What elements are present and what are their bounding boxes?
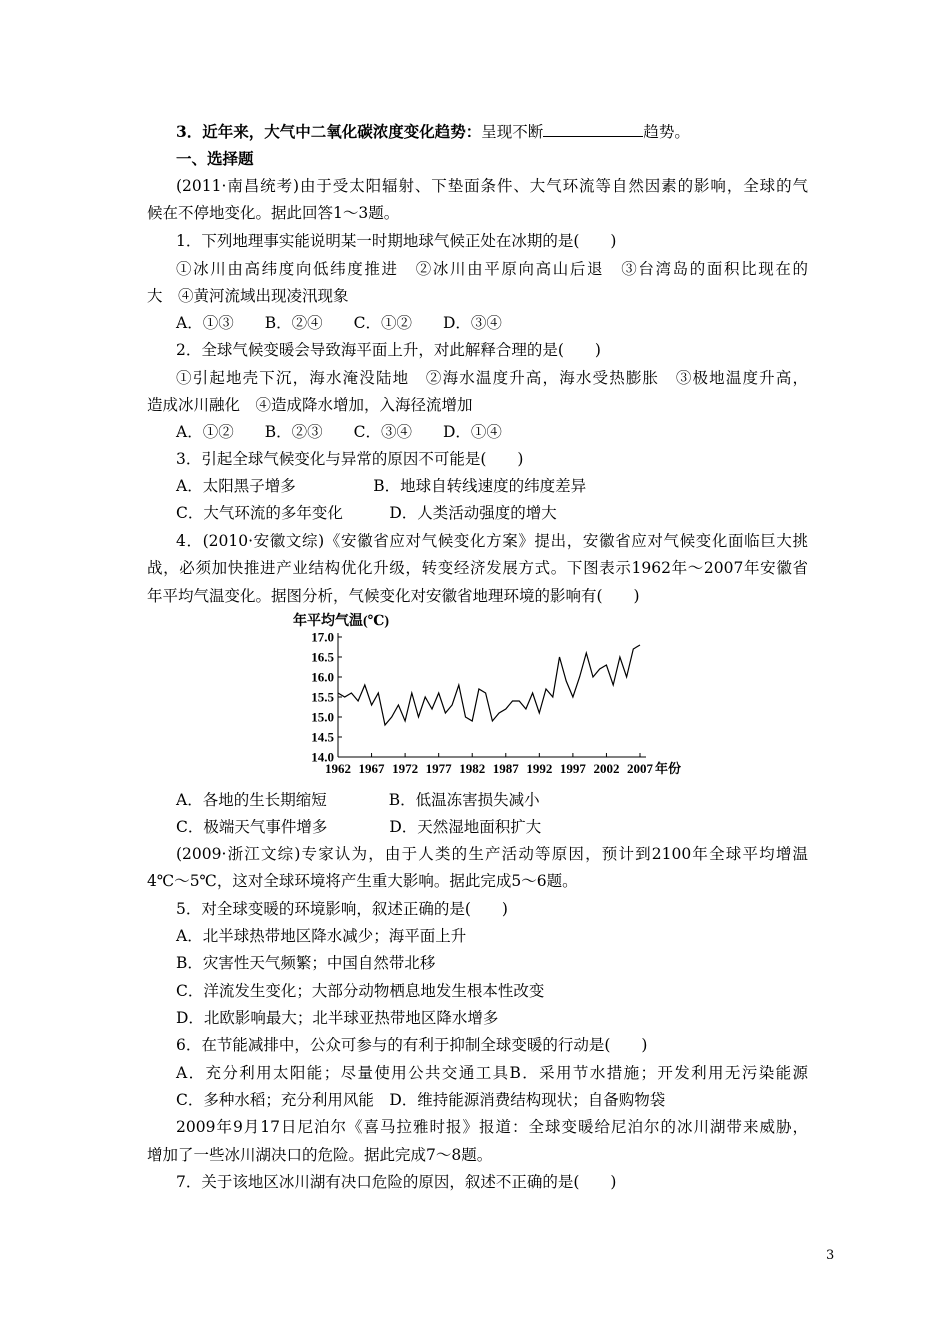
y-tick-label: 15.5 (311, 689, 334, 705)
question-5: 5．对全球变暖的环境影响，叙述正确的是( ) (176, 900, 508, 918)
question-6-options-ab: A．充分利用太阳能；尽量使用公共交通工具B．采用节水措施；开发利用无污染能源 (176, 1064, 808, 1082)
question-5-option-d: D．北欧影响最大；北半球亚热带地区降水增多 (176, 1009, 499, 1027)
y-tick-label: 14.0 (311, 749, 334, 765)
question-4-line2: 战，必须加快推进产业结构优化升级，转变经济发展方式。下图表示1962年～2007年安徽省 (147, 559, 808, 577)
q3-fill-text: 呈现不断 (481, 123, 544, 141)
y-tick-label: 14.5 (311, 729, 334, 745)
question-4-options-cd: C．极端天气事件增多 D．天然湿地面积扩大 (176, 818, 542, 836)
question-1-statements-line1: ①冰川由高纬度向低纬度推进 ②冰川由平原向高山后退 ③台湾岛的面积比现在的 (176, 260, 808, 278)
intro1-line2: 候在不停地变化。据此回答1～3题。 (147, 204, 400, 222)
section-heading: 一、选择题 (176, 149, 254, 168)
series-line (338, 645, 640, 725)
question-1-options: A．①③ B．②④ C．①② D．③④ (176, 314, 502, 332)
question-6-options-cd: C．多种水稻；充分利用风能 D．维持能源消费结构现状；自备购物袋 (176, 1091, 666, 1109)
question-4-line1: 4．(2010·安徽文综)《安徽省应对气候变化方案》提出，安徽省应对气候变化面临巨大挑 (176, 532, 808, 550)
intro2-line1: (2009·浙江文综)专家认为，由于人类的生产活动等原因，预计到2100年全球平均增温 (176, 845, 808, 863)
question-3: 3．引起全球气候变化与异常的原因不可能是( ) (176, 450, 524, 468)
question-2-options: A．①② B．②③ C．③④ D．①④ (176, 423, 502, 441)
q3-fill-tail: 趋势。 (643, 123, 690, 141)
y-tick-label: 17.0 (311, 629, 334, 645)
x-tick-label: 1977 (425, 761, 452, 776)
x-tick-label: 1997 (559, 761, 586, 776)
intro2-line2: 4℃～5℃，这对全球环境将产生重大影响。据此完成5～6题。 (147, 872, 578, 890)
x-tick-label: 1982 (459, 761, 486, 776)
y-tick-label: 16.5 (311, 649, 334, 665)
x-tick-label: 1967 (358, 761, 385, 776)
question-2-statements-line1: ①引起地壳下沉，海水淹没陆地 ②海水温度升高，海水受热膨胀 ③极地温度升高， (176, 369, 808, 387)
question-1: 1．下列地理事实能说明某一时期地球气候正处在冰期的是( ) (176, 232, 617, 250)
question-3-options-ab: A．太阳黑子增多 B．地球自转线速度的纬度差异 (176, 477, 587, 495)
question-5-option-b: B．灾害性天气频繁；中国自然带北移 (176, 954, 436, 972)
question-2-statements-line2: 造成冰川融化 ④造成降水增加，入海径流增加 (147, 396, 473, 414)
answer-blank[interactable] (543, 122, 643, 137)
question-4-options-ab: A．各地的生长期缩短 B．低温冻害损失减小 (176, 791, 540, 809)
question-7: 7．关于该地区冰川湖有决口危险的原因，叙述不正确的是( ) (176, 1173, 617, 1191)
x-tick-label: 1992 (526, 761, 553, 776)
question-6: 6．在节能减排中，公众可参与的有利于抑制全球变暖的行动是( ) (176, 1036, 648, 1054)
question-4-line3: 年平均气温变化。据图分析，气候变化对安徽省地理环境的影响有( ) (147, 587, 640, 605)
temperature-line-chart (288, 608, 708, 780)
y-tick-label: 15.0 (311, 709, 334, 725)
x-tick-label: 1972 (392, 761, 419, 776)
intro3-line1: 2009年9月17日尼泊尔《喜马拉雅时报》报道：全球变暖给尼泊尔的冰川湖带来威胁， (176, 1118, 808, 1136)
x-axis-label: 年份 (655, 761, 682, 776)
question-5-option-c: C．洋流发生变化；大部分动物栖息地发生根本性改变 (176, 982, 545, 1000)
q3-fill-in (176, 122, 690, 142)
q3-fill-label: 3．近年来，大气中二氧化碳浓度变化趋势： (176, 122, 482, 141)
question-5-option-a: A．北半球热带地区降水减少；海平面上升 (176, 927, 467, 945)
question-1-statements-line2: 大 ④黄河流域出现凌汛现象 (147, 287, 349, 305)
y-axis (311, 630, 342, 765)
y-tick-label: 16.0 (311, 669, 334, 685)
question-2: 2．全球气候变暖会导致海平面上升，对此解释合理的是( ) (176, 341, 601, 359)
x-tick-label: 1987 (492, 761, 519, 776)
intro1-line1: (2011·南昌统考)由于受太阳辐射、下垫面条件、大气环流等自然因素的影响，全球的气 (176, 177, 808, 195)
intro3-line2: 增加了一些冰川湖决口的危险。据此完成7～8题。 (147, 1146, 493, 1164)
x-tick-label: 1962 (325, 761, 351, 776)
x-axis (325, 753, 654, 776)
question-3-options-cd: C．大气环流的多年变化 D．人类活动强度的增大 (176, 504, 557, 522)
page-number: 3 (826, 1248, 835, 1263)
chart-title: 年平均气温(℃) (293, 614, 390, 629)
x-tick-label: 2007 (627, 761, 653, 776)
x-tick-label: 2002 (593, 761, 620, 776)
